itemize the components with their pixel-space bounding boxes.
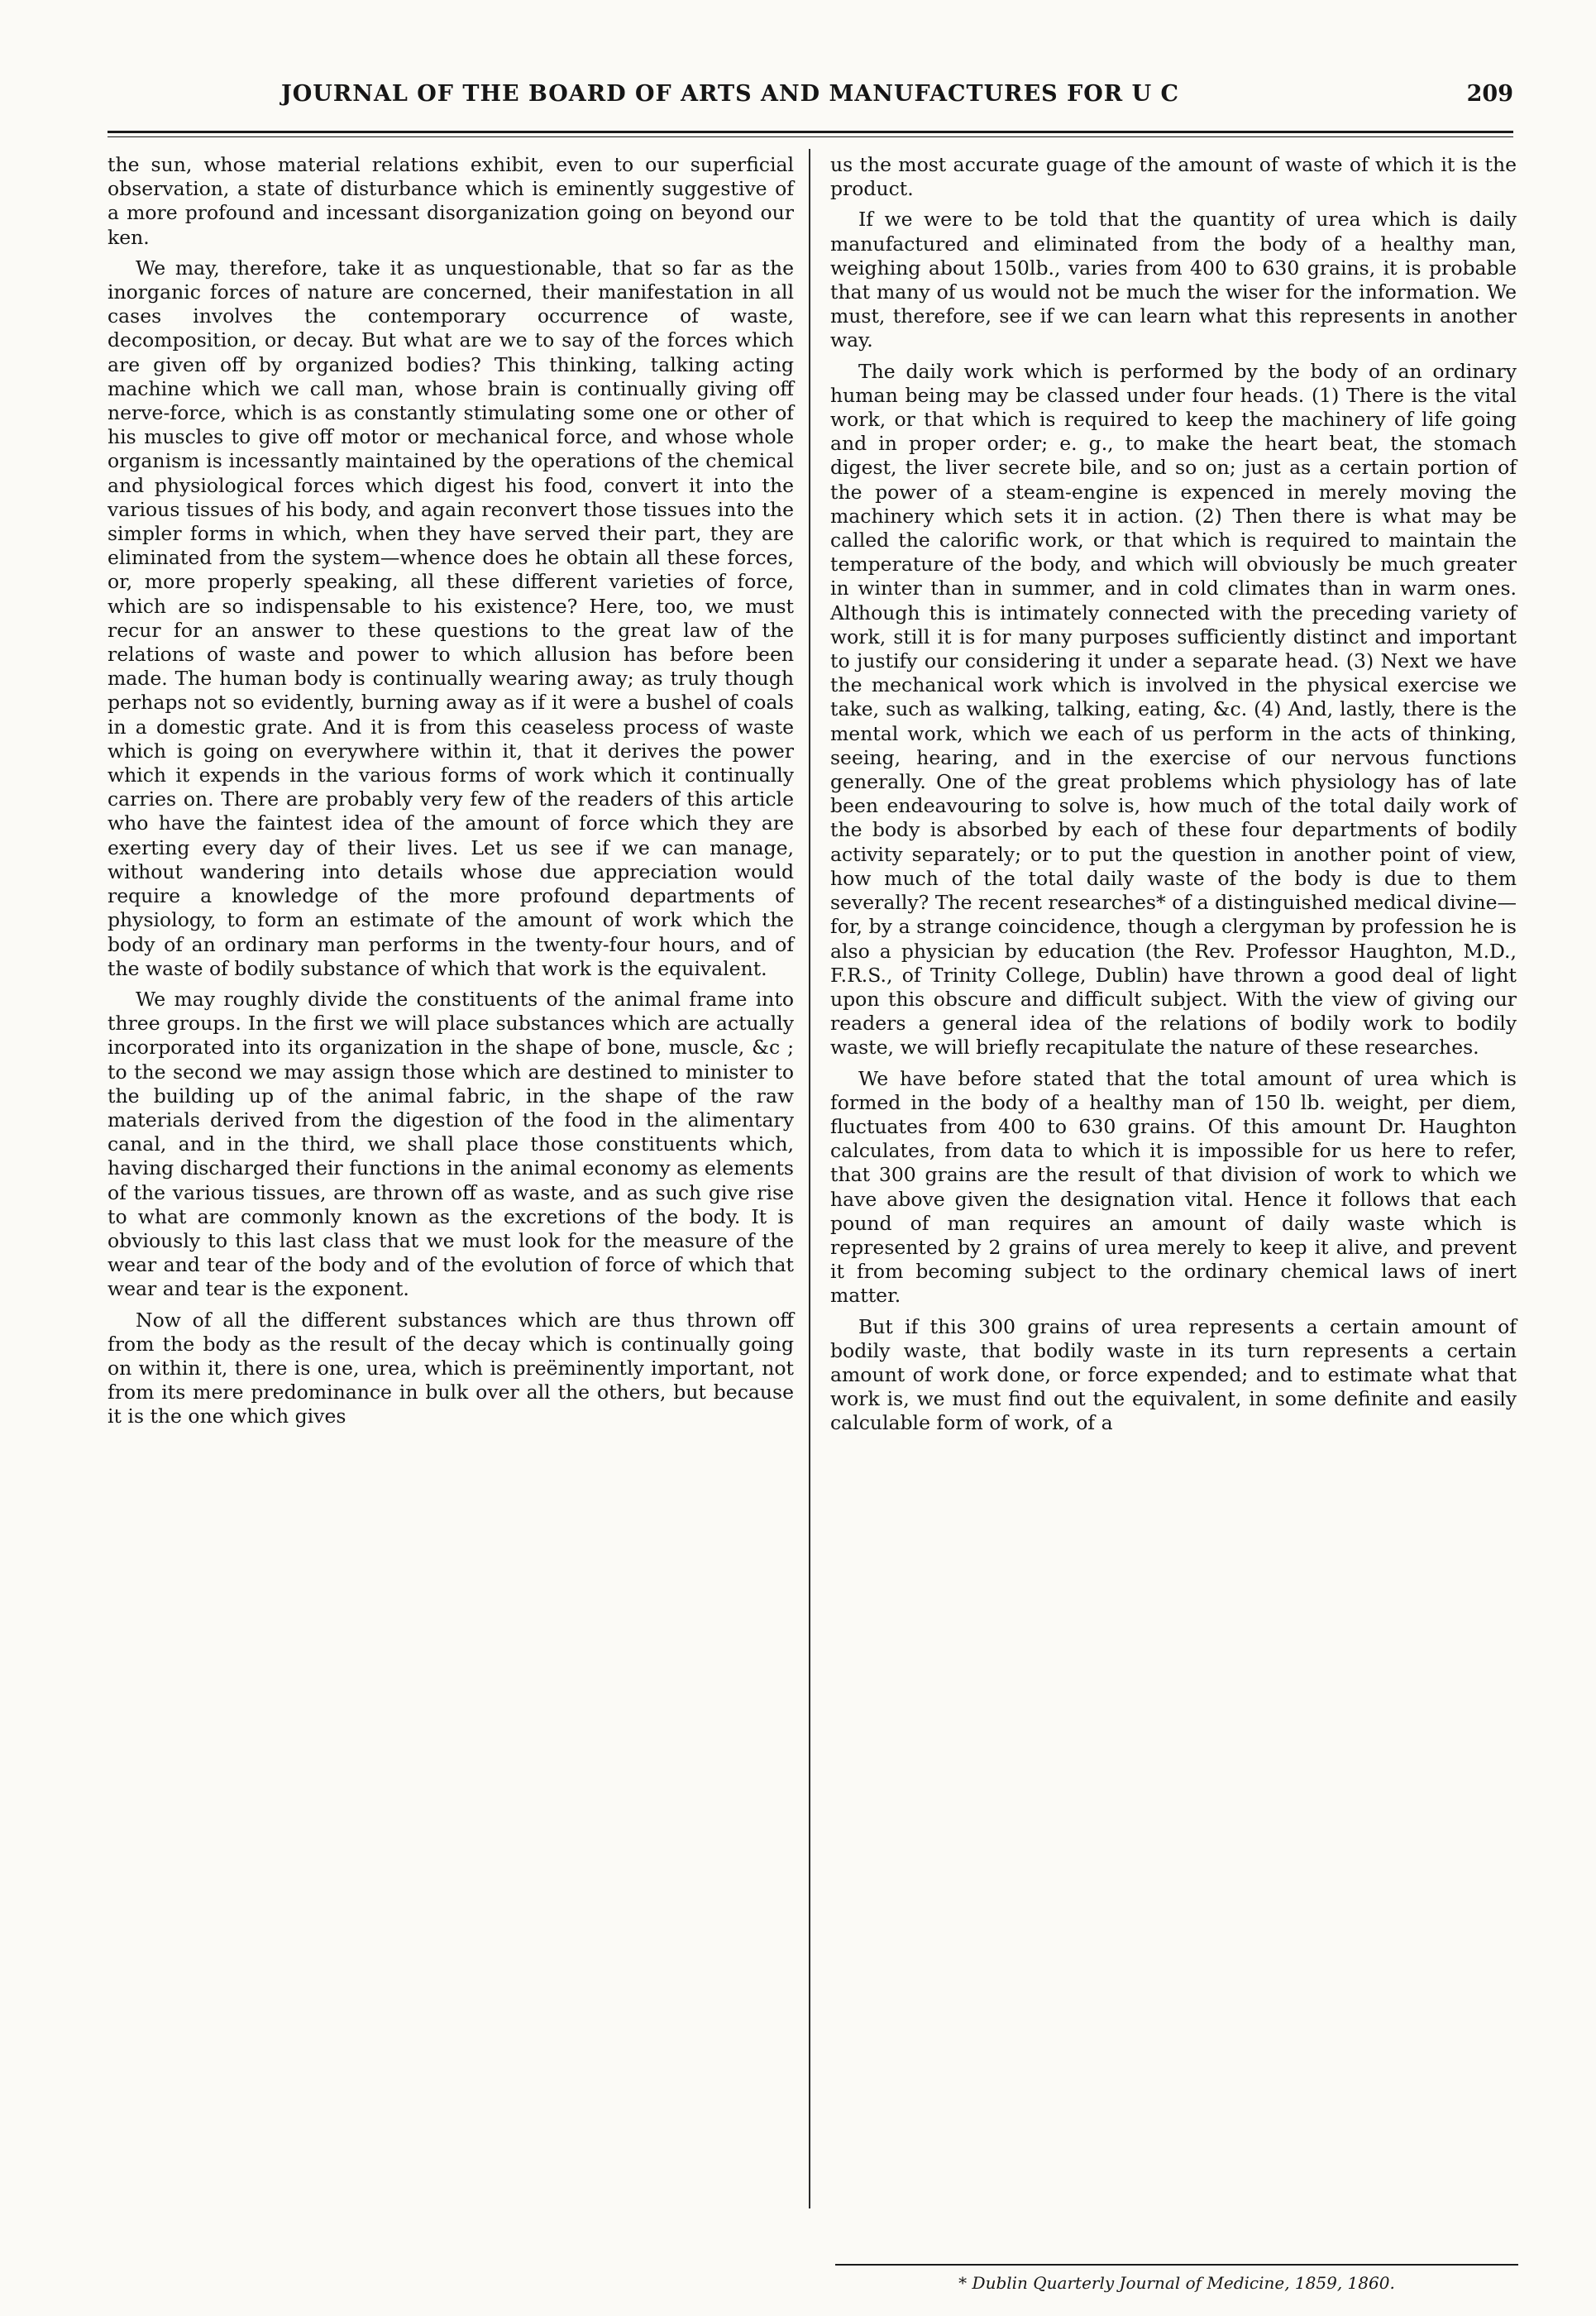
footnote-rule — [835, 2264, 1518, 2266]
paragraph: us the most accurate guage of the amount of waste of which it is the product. — [830, 153, 1517, 201]
paragraph: The daily work which is performed by the body of an ordinary human being may be classed under four heads. (1) There is the vital work, or that which is required to keep the machinery of life going and in proper order; e. g., to make the heart beat, the stomach digest, the liver secrete bile, and so on; just as a certain portion of the power of a steam-engine is expenced in merely moving the machinery which sets it in action. (2) Then there is what may be called the calorific work, or that which is required to maintain the temperature of the body, and which will obviously be much greater in winter than in summer, and in cold climates than in warm ones. Although this is intimately connected with the preceding variety of work, still it is for many purposes sufficiently distinct and important to justify our considering it under a separate head. (3) Next we have the mechanical work which is involved in the physical exercise we take, such as walking, talking, eating, &c. (4) And, lastly, there is the mental work, which we each of us perform in the acts of thinking, seeing, hearing, and in the exercise of our nervous functions generally. One of the great problems which physiology has of late been endeavouring to solve is, how much of the total daily work of the body is absorbed by each of these four departments of bodily activity separately; or to put the question in another point of view, how much of the total daily waste of the body is due to them severally? The recent researches* of a distinguished medical divine—for, by a strange coincidence, though a clergyman by profession he is also a physician by education (the Rev. Professor Haughton, M.D., F.R.S., of Trinity College, Dublin) have thrown a good deal of light upon this obscure and difficult subject. With the view of giving our readers a general idea of the relations of bodily work to bodily waste, we will briefly recapitulate the nature of these researches. — [830, 359, 1517, 1060]
paragraph: If we were to be told that the quantity of urea which is daily manufactured and eliminated from the body of a healthy man, weighing about 150lb., varies from 400 to 630 grains, it is probable that many of us would not be much the wiser for the information. We must, therefore, see if we can learn what this represents in another way. — [830, 208, 1517, 352]
paragraph: We may, therefore, take it as unquestionable, that so far as the inorganic forces of nature are concerned, their manifestation in all cases involves the contemporary occurrence of waste, decomposition, or decay. But what are we to say of the forces which are given off by organized bodies? This thinking, talking acting machine which we call man, whose brain is continually giving off nerve-force, which is as constantly stimulating some one or other of his muscles to give off motor or mechanical force, and whose whole organism is incessantly maintained by the operations of the chemical and physiological forces which digest his food, convert it into the various tissues of his body, and again reconvert those tissues into the simpler forms in which, when they have served their part, they are eliminated from the system—whence does he obtain all these forces, or, more properly speaking, all these different varieties of force, which are so indispensable to his existence? Here, too, we must recur for an answer to these questions to the great law of the relations of waste and power to which allusion has before been made. The human body is continually wearing away; as truly though perhaps not so evidently, burning away as if it were a bushel of coals in a domestic grate. And it is from this ceaseless process of waste which is going on everywhere within it, that it derives the power which it expends in the various forms of work which it continually carries on. There are probably very few of the readers of this article who have the faintest idea of the amount of force which they are exerting every day of their lives. Let us see if we can manage, without wandering into details whose due appreciation would require a knowledge of the more profound departments of physiology, to form an estimate of the amount of work which the body of an ordinary man performs in the twenty-four hours, and of the waste of bodily substance of which that work is the equivalent. — [108, 256, 794, 980]
paragraph: We have before stated that the total amount of urea which is formed in the body of a healthy man of 150 lb. weight, per diem, fluctuates from 400 to 630 grains. Of this amount Dr. Haughton calculates, from data to which it is impossible for us here to refer, that 300 grains are the result of that division of work to which we have above given the designation vital. Hence it follows that each pound of man requires an amount of daily waste which is represented by 2 grains of urea merely to keep it alive, and prevent it from becoming subject to the ordinary chemical laws of inert matter. — [830, 1066, 1517, 1308]
paragraph: But if this 300 grains of urea represents a certain amount of bodily waste, that bodily waste in its turn represents a certain amount of work done, or force expended; and to estimate what that work is, we must find out the equivalent, in some definite and easily calculable form of work, of a — [830, 1314, 1517, 1435]
paragraph: the sun, whose material relations exhibit, even to our superficial observation, a state of disturbance which is eminently suggestive of a more profound and incessant disorganization going on beyond our ken. — [108, 153, 794, 249]
page-number: 209 — [1466, 81, 1513, 107]
header-rule — [108, 131, 1513, 137]
column-divider — [809, 149, 810, 2208]
footnote: * Dublin Quarterly Journal of Medicine, 1859, 1860. — [958, 2273, 1395, 2293]
running-head — [108, 81, 1513, 107]
running-title: JOURNAL OF THE BOARD OF ARTS AND MANUFACTURES FOR U C — [281, 81, 1180, 107]
left-column — [108, 153, 794, 1436]
right-column — [830, 153, 1517, 1443]
paragraph: Now of all the different substances which are thus thrown off from the body as the result of the decay which is continually going on within it, there is one, urea, which is preëminently important, not from its mere predominance in bulk over all the others, but because it is the one which gives — [108, 1308, 794, 1428]
paragraph: We may roughly divide the constituents of the animal frame into three groups. In the first we will place substances which are actually incorporated into its organization in the shape of bone, muscle, &c ; to the second we may assign those which are destined to minister to the building up of the animal fabric, in the shape of the raw materials derived from the digestion of the food in the alimentary canal, and in the third, we shall place those constituents which, having discharged their functions in the animal economy as elements of the various tissues, are thrown off as waste, and as such give rise to what are commonly known as the excretions of the body. It is obviously to this last class that we must look for the measure of the wear and tear of the body and of the evolution of force of which that wear and tear is the exponent. — [108, 987, 794, 1301]
